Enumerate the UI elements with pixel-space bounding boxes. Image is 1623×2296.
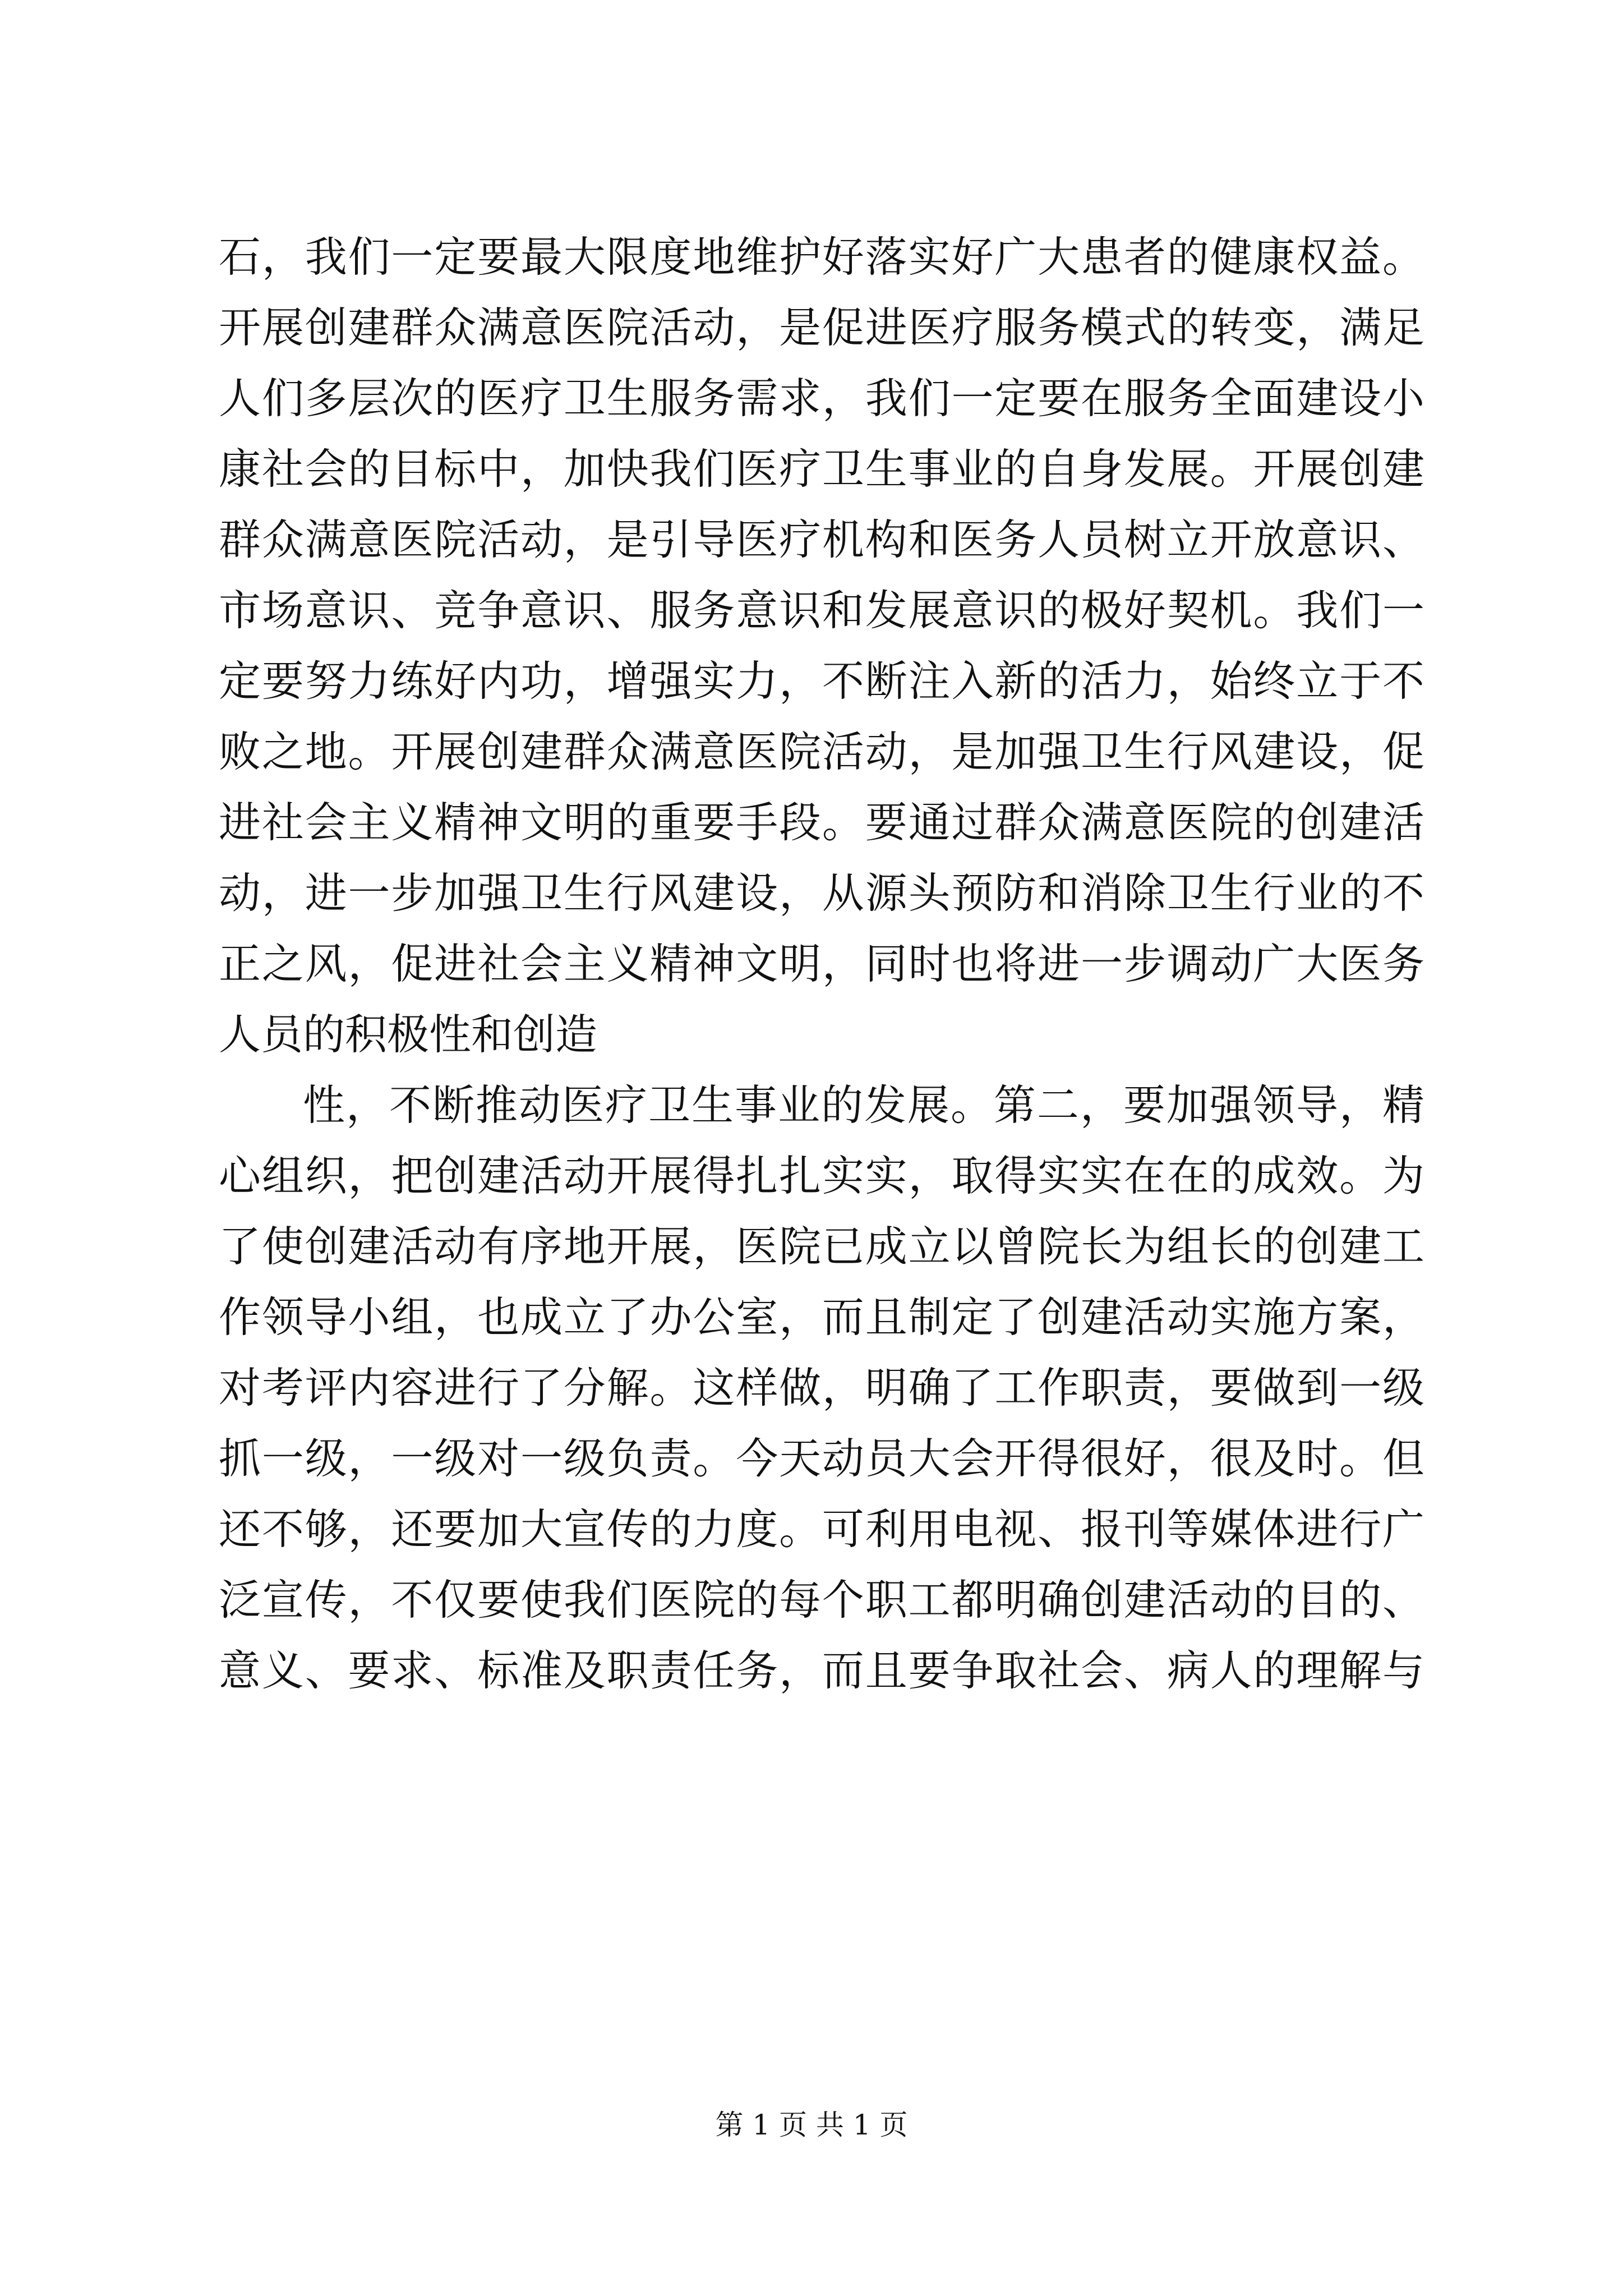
text-line: 人员的积极性和创造	[219, 1010, 598, 1059]
text-line: 泛宣传，不仅要使我们医院的每个职工都明确创建活动的目的、	[219, 1575, 1424, 1625]
text-line: 康社会的目标中，加快我们医疗卫生事业的自身发展。开展创建	[219, 444, 1424, 494]
text-line: 正之风，促进社会主义精神文明，同时也将进一步调动广大医务	[219, 939, 1424, 988]
text-line: 还不够，还要加大宣传的力度。可利用电视、报刊等媒体进行广	[219, 1504, 1424, 1554]
text-line: 石，我们一定要最大限度地维护好落实好广大患者的健康权益。	[219, 232, 1424, 282]
document-body	[219, 222, 1424, 1706]
page-number: 第 1 页 共 1 页	[715, 2109, 908, 2141]
text-line: 开展创建群众满意医院活动，是促进医疗服务模式的转变，满足	[219, 303, 1424, 352]
text-line: 群众满意医院活动，是引导医疗机构和医务人员树立开放意识、	[219, 515, 1424, 564]
text-line: 定要努力练好内功，增强实力，不断注入新的活力，始终立于不	[219, 656, 1424, 706]
text-line: 对考评内容进行了分解。这样做，明确了工作职责，要做到一级	[219, 1363, 1424, 1412]
text-line: 败之地。开展创建群众满意医院活动，是加强卫生行风建设，促	[219, 727, 1424, 776]
text-line: 性，不断推动医疗卫生事业的发展。第二，要加强领导，精	[303, 1080, 1424, 1130]
text-line: 市场意识、竞争意识、服务意识和发展意识的极好契机。我们一	[219, 586, 1424, 635]
text-line: 抓一级，一级对一级负责。今天动员大会开得很好，很及时。但	[219, 1434, 1424, 1483]
text-line: 心组织，把创建活动开展得扎扎实实，取得实实在在的成效。为	[219, 1151, 1424, 1200]
page-footer	[0, 2108, 1623, 2142]
text-line: 进社会主义精神文明的重要手段。要通过群众满意医院的创建活	[219, 798, 1424, 847]
text-line: 作领导小组，也成立了办公室，而且制定了创建活动实施方案，	[219, 1292, 1424, 1342]
text-line: 了使创建活动有序地开展，医院已成立以曾院长为组长的创建工	[219, 1222, 1424, 1271]
text-line: 人们多层次的医疗卫生服务需求，我们一定要在服务全面建设小	[219, 374, 1424, 423]
text-line: 意义、要求、标准及职责任务，而且要争取社会、病人的理解与	[219, 1646, 1424, 1695]
text-line: 动，进一步加强卫生行风建设，从源头预防和消除卫生行业的不	[219, 868, 1424, 918]
